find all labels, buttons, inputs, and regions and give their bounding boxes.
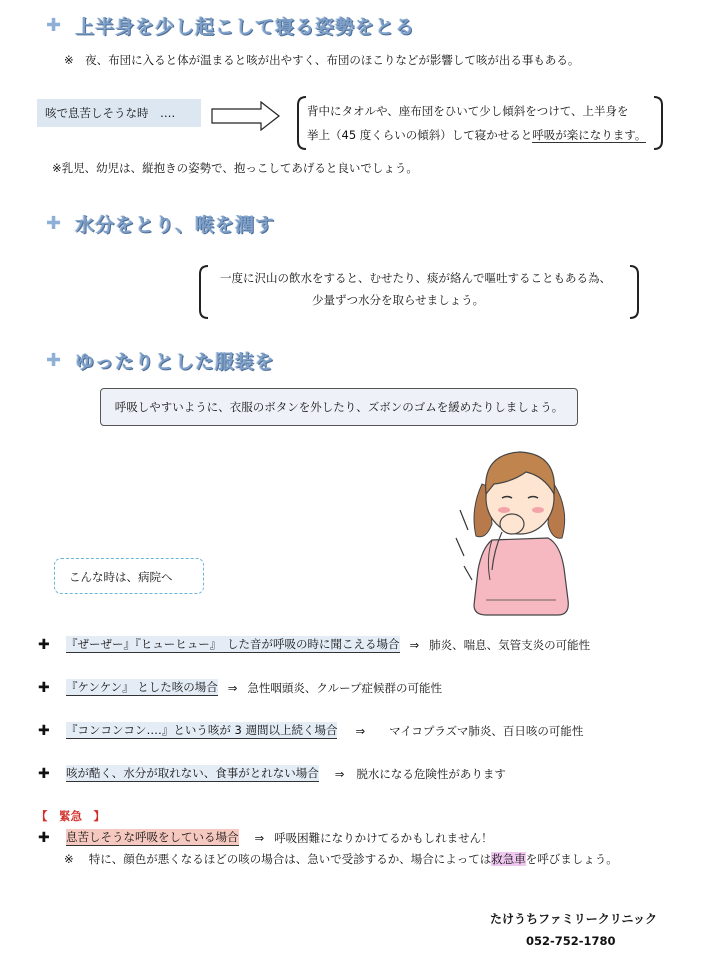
section3-heading: ゆったりとした服装を <box>75 351 275 373</box>
breathing-difficulty-box: 咳で息苦しそうな時 ‥‥ <box>37 99 201 127</box>
condition-text: 『ぜーぜー』『ヒューヒュー』 した音が呼吸の時に聞こえる場合 <box>66 637 400 651</box>
bullet-cross-icon: ✚ <box>38 679 50 696</box>
cross-icon: ✚ <box>46 15 62 36</box>
condition-result: 脱水になる危険性があります <box>356 766 506 781</box>
condition-arrow: ⇒ <box>227 680 238 695</box>
bracket-line2-b: 呼吸が楽になります。 <box>532 128 647 142</box>
emergency-label: 【 緊急 】 <box>36 809 105 823</box>
section1-note: ※ 夜、布団に入ると体が温まると咳が出やすく、布団のほこりなどが影響して咳が出る事もある。 <box>64 53 580 67</box>
hospital-label-box: こんな時は、病院へ <box>54 558 204 594</box>
condition-text: 『コンコンコン‥‥』という咳が 3 週間以上続く場合 <box>66 723 338 737</box>
clinic-phone: 052-752-1780 <box>526 934 616 948</box>
cross-icon: ✚ <box>46 350 62 371</box>
condition-row <box>38 636 590 653</box>
section2-heading-row <box>46 210 275 237</box>
cross-icon: ✚ <box>46 213 62 234</box>
condition-result: 肺炎、喘息、気管支炎の可能性 <box>429 637 591 652</box>
section2-line2: 少量ずつ水分を取らせましょう。 <box>312 293 485 307</box>
coughing-girl-illustration <box>452 440 602 625</box>
emergency-row <box>38 829 493 846</box>
emergency-note-c: を呼びましょう。 <box>525 852 618 866</box>
infant-note: ※乳児、幼児は、縦抱きの姿勢で、抱っこしてあげると良いでしょう。 <box>52 161 418 175</box>
section1-heading-row <box>46 12 415 39</box>
condition-text: 咳が酷く、水分が取れない、食事がとれない場合 <box>66 766 319 780</box>
emergency-result: 呼吸困難になりかけてるかもしれません！ <box>274 830 493 845</box>
bracket-line2 <box>307 127 646 143</box>
bullet-cross-icon: ✚ <box>38 765 50 782</box>
condition-arrow: ⇒ <box>409 637 420 652</box>
condition-result: 急性咽頭炎、クループ症候群の可能性 <box>247 680 442 695</box>
emergency-arrow: ⇒ <box>254 830 265 845</box>
condition-arrow: ⇒ <box>355 723 366 738</box>
emergency-note <box>64 851 618 867</box>
condition-result: マイコプラズマ肺炎、百日咳の可能性 <box>389 723 584 738</box>
condition-row <box>38 722 583 739</box>
section3-heading-row <box>46 347 275 374</box>
emergency-condition: 息苦しそうな呼吸をしている場合 <box>66 830 239 844</box>
emergency-note-a: ※ 特に、顔色が悪くなるほどの咳の場合は、急いで受診するか、場合によっては <box>64 852 492 866</box>
bracket-line1: 背中にタオルや、座布団をひいて少し傾斜をつけて、上半身を <box>307 104 629 118</box>
condition-row <box>38 765 506 782</box>
clothing-box: 呼吸しやすいように、衣服のボタンを外したり、ズボンのゴムを緩めたりしましょう。 <box>100 388 578 426</box>
bullet-cross-icon: ✚ <box>38 722 50 739</box>
bracket-line2-a: 挙上（45 度くらいの傾斜）して寝かせると <box>307 128 533 142</box>
right-arrow-icon <box>211 101 281 131</box>
section2-line1: 一度に沢山の飲水をすると、むせたり、痰が絡んで嘔吐することもある為、 <box>220 271 611 285</box>
condition-text: 『ケンケン』 とした咳の場合 <box>66 680 218 694</box>
section2-heading: 水分をとり、喉を潤す <box>75 214 276 236</box>
condition-row <box>38 679 442 696</box>
condition-arrow: ⇒ <box>334 766 345 781</box>
bullet-cross-icon: ✚ <box>38 829 50 846</box>
bullet-cross-icon: ✚ <box>38 636 50 653</box>
clinic-name: たけうちファミリークリニック <box>490 912 658 926</box>
ambulance-highlight: 救急車 <box>491 852 526 866</box>
section1-heading: 上半身を少し起こして寝る姿勢をとる <box>75 16 416 38</box>
